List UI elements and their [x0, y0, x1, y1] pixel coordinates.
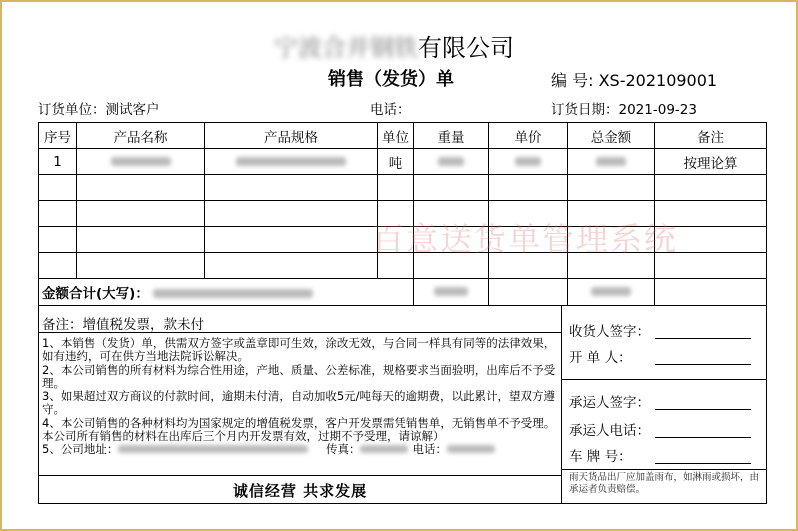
company-name-blurred: 宁波合并钢铁: [274, 34, 418, 62]
carrier-signature-line: [655, 409, 751, 410]
company-name-suffix: 有限公司: [418, 34, 514, 62]
header-cell: 产品规格: [205, 123, 378, 149]
term-item: 2、本公司销售的所有材料为综合性用途，产地、质量、公差标准，规格要求当面验明，出库后不予受理。: [42, 362, 556, 390]
row-no: 1: [39, 149, 77, 175]
customer-info: 订货单位：测试客户: [38, 102, 160, 118]
total-amount-redacted: [568, 279, 655, 306]
lower-section: [38, 306, 767, 504]
term-item: 4、本公司销售的各种材料均为国家规定的增值税发票，客户开发票需凭销售单，无销售单不予受理。本公司所有销售的材料在出库后三个月内开发票有效，过期不予受理，请谅解）: [42, 415, 556, 444]
terms-list: [42, 337, 558, 457]
table-header: [39, 123, 767, 149]
fax-label: 传真：: [325, 442, 361, 457]
tel-label: 电话：: [412, 442, 447, 457]
header-cell: 序号: [39, 123, 77, 149]
receiver-signature-line: [655, 338, 751, 339]
terms-panel: [39, 306, 562, 503]
company-name: [274, 28, 514, 63]
watermark: 百意送货单管理系统: [372, 220, 679, 258]
header-cell: 重量: [414, 123, 489, 149]
carrier-phone-label: 承运人电话：: [569, 423, 650, 439]
fine-print: 雨天货品出厂应加盖雨布，如淋雨或损坏，由承运者负责赔偿。: [569, 472, 760, 495]
receiver-signature-label: 收货人签字：: [569, 324, 650, 340]
plate-line: [655, 463, 751, 464]
total-weight-redacted: [414, 279, 489, 306]
term-item-address: 5、公司地址： 传真： 电话：: [42, 443, 558, 456]
term-item: 1、本销售（发货）单，供需双方签字或盖章即可生效，涂改无效，与合同一样具有同等的法律效果，如有违约，可在供方当地法院诉讼解决。: [42, 336, 556, 364]
order-date: 订货日期：2021-09-23: [551, 102, 697, 118]
document-number: [551, 68, 717, 91]
total-row: [39, 279, 767, 306]
table-row: [39, 149, 767, 175]
document-title: 销售（发货）单: [328, 69, 454, 90]
carrier-signature-label: 承运人签字：: [569, 395, 650, 411]
product-spec-redacted: [205, 149, 378, 175]
note-text: 备注：增值税发票，款未付: [42, 317, 204, 333]
row-unit: 吨: [378, 149, 414, 175]
header-cell: 备注: [655, 123, 767, 149]
document-number-value: XS-202109001: [598, 71, 718, 90]
product-name-redacted: [77, 149, 205, 175]
header-cell: 产品名称: [77, 123, 205, 149]
table-row: [39, 175, 767, 201]
issuer-label: 开 单 人：: [569, 350, 632, 366]
plate-label: 车 牌 号：: [569, 449, 632, 465]
header-cell: 单位: [378, 123, 414, 149]
header-cell: 总金额: [568, 123, 655, 149]
term-item: 3、如果超过双方商议的付款时间，逾期未付清，自动加收5元/吨每天的逾期费，以此累计，望双方遵守。: [42, 389, 556, 417]
issuer-line: [655, 364, 751, 365]
amount-redacted: [568, 149, 655, 175]
phone-info: 电话：: [370, 102, 411, 118]
price-redacted: [489, 149, 568, 175]
weight-redacted: [414, 149, 489, 175]
header-cell: 单价: [489, 123, 568, 149]
document-number-label: 编 号:: [551, 71, 594, 90]
carrier-phone-line: [655, 437, 751, 438]
total-label-cell: [39, 279, 414, 306]
slogan: 诚信经营 共求发展: [232, 482, 368, 500]
row-remark: 按理论算: [655, 149, 767, 175]
total-label: 金额合计(大写)：: [42, 286, 149, 302]
